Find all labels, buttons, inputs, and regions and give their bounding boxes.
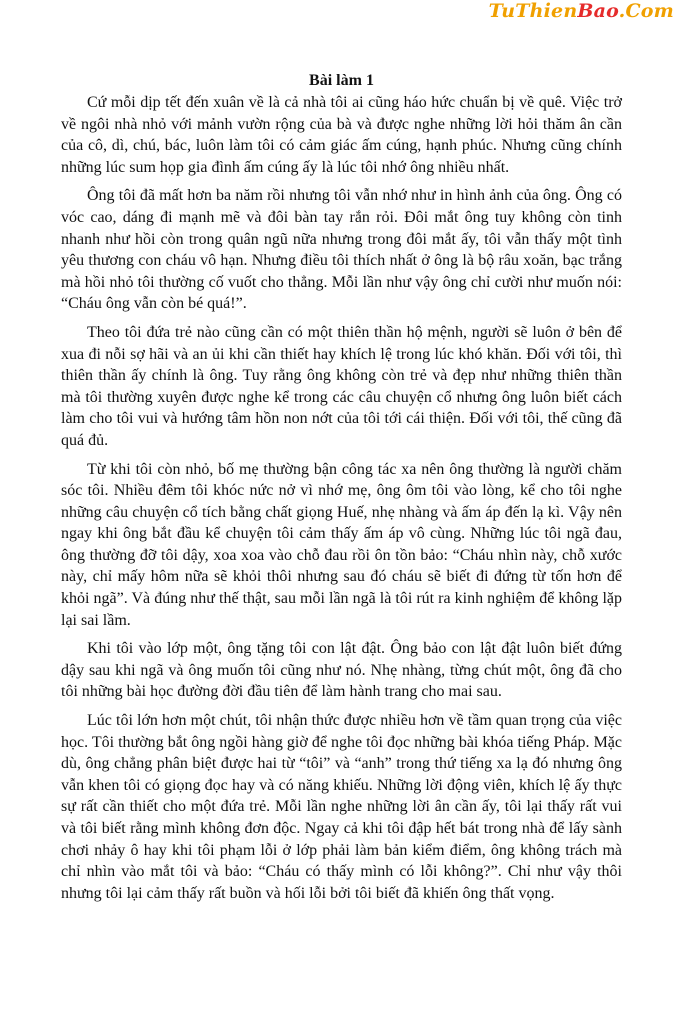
paragraph-2: Ông tôi đã mất hơn ba năm rồi nhưng tôi vẫn nhớ như in hình ảnh của ông. Ông có vóc cao, dáng đi mạnh mẽ và đôi bàn tay rắn rỏi. Đôi mắt ông tuy không còn tinh nhanh như hồi còn trong quân ngũ nữa nhưng trong đôi mắt ấy, tôi vẫn thấy một tình yêu thương con cháu vô hạn. Nhưng điều tôi thích nhất ở ông là bộ râu xoăn, bạc trắng mà hồi nhỏ tôi thường cố vuốt cho thẳng. Mỗi lần như vậy ông chỉ cười như muốn nói: “Cháu ông vẫn còn bé quá!”. (61, 187, 622, 313)
paragraph-3: Theo tôi đứa trẻ nào cũng cần có một thiên thần hộ mệnh, người sẽ luôn ở bên để xua đi nỗi sợ hãi và an ủi khi cần thiết hay khích lệ trong lúc khó khăn. Đối với tôi, thì thiên thần ấy chính là ông. Tuy rằng ông không còn trẻ và đẹp như những thiên thần mà tôi thường xuyên được nghe kể trong các câu chuyện cổ nhưng ông luôn biết cách làm cho tôi vui và hướng tâm hồn non nớt của tôi tới cái thiện. Đối với tôi, thế cũng đã quá đủ. (61, 323, 622, 449)
document-body (61, 70, 622, 911)
watermark-part-3: .Com (618, 0, 674, 22)
watermark-part-1: TuThien (488, 0, 578, 22)
watermark-part-2: Bao (577, 0, 619, 22)
paragraph-4: Từ khi tôi còn nhỏ, bố mẹ thường bận công tác xa nên ông thường là người chăm sóc tôi. Nhiều đêm tôi khóc nức nở vì nhớ mẹ, ông ôm tôi vào lòng, kể cho tôi nghe những câu chuyện cổ tích bằng chất giọng Huế, nhẹ nhàng và ấm áp đến lạ kì. Vậy nên ngay khi ông bắt đầu kể chuyện tôi cảm thấy ấm áp vô cùng. Những lúc tôi ngã đau, ông thường đỡ tôi dậy, xoa xoa vào chỗ đau rồi ôn tồn bảo: “Cháu nhìn này, chỗ xước này, chỉ mấy hôm nữa sẽ khỏi thôi nhưng sau đó cháu sẽ biết đi đứng từ tốn hơn để khỏi ngã”. Và đúng như thế thật, sau mỗi lần ngã là tôi rút ra kinh nghiệm để không lặp lại sai lầm. (61, 460, 622, 629)
site-watermark-logo (489, 0, 674, 22)
paragraph-1: Cứ mỗi dịp tết đến xuân về là cả nhà tôi ai cũng háo hức chuẩn bị về quê. Việc trở về ngôi nhà nhỏ với mảnh vườn rộng của bà và được nghe những lời hỏi thăm ân cần của cô, dì, chú, bác, luôn làm tôi có cảm giác ấm cúng, hạnh phúc. Nhưng cũng chính những lúc sum họp gia đình ấm cúng ấy là lúc tôi nhớ ông nhiều nhất. (61, 94, 622, 176)
paragraph-5: Khi tôi vào lớp một, ông tặng tôi con lật đật. Ông bảo con lật đật luôn biết đứng dậy sau khi ngã và ông muốn tôi cũng như nó. Nhẹ nhàng, từng chút một, ông đã cho tôi những bài học đường đời đầu tiên để làm hành trang cho mai sau. (61, 640, 622, 701)
paragraph-6: Lúc tôi lớn hơn một chút, tôi nhận thức được nhiều hơn về tầm quan trọng của việc học. Tôi thường bắt ông ngồi hàng giờ để nghe tôi đọc những bài khóa tiếng Pháp. Mặc dù, ông chẳng phân biệt được hai từ “tôi” và “anh” trong thứ tiếng xa lạ đó nhưng ông vẫn khen tôi có giọng đọc hay và có năng khiếu. Những lời động viên, khích lệ ấy thực sự rất cần thiết cho một đứa trẻ. Mỗi lần nghe những lời ân cần ấy, tôi lại thấy rất vui và tôi biết rằng mình không đơn độc. Ngay cả khi tôi đập hết bát trong nhà để lấy sành chơi nhảy ô hay khi tôi phạm lỗi ở lớp phải làm bản kiểm điểm, ông không trách mà chỉ nhìn vào mắt tôi và bảo: “Cháu có thấy mình có lỗi không?”. Chỉ như vậy thôi nhưng tôi lại cảm thấy rất buồn và hối lỗi bởi tôi biết đã khiến ông thất vọng. (61, 712, 622, 902)
document-title: Bài làm 1 (309, 72, 374, 89)
